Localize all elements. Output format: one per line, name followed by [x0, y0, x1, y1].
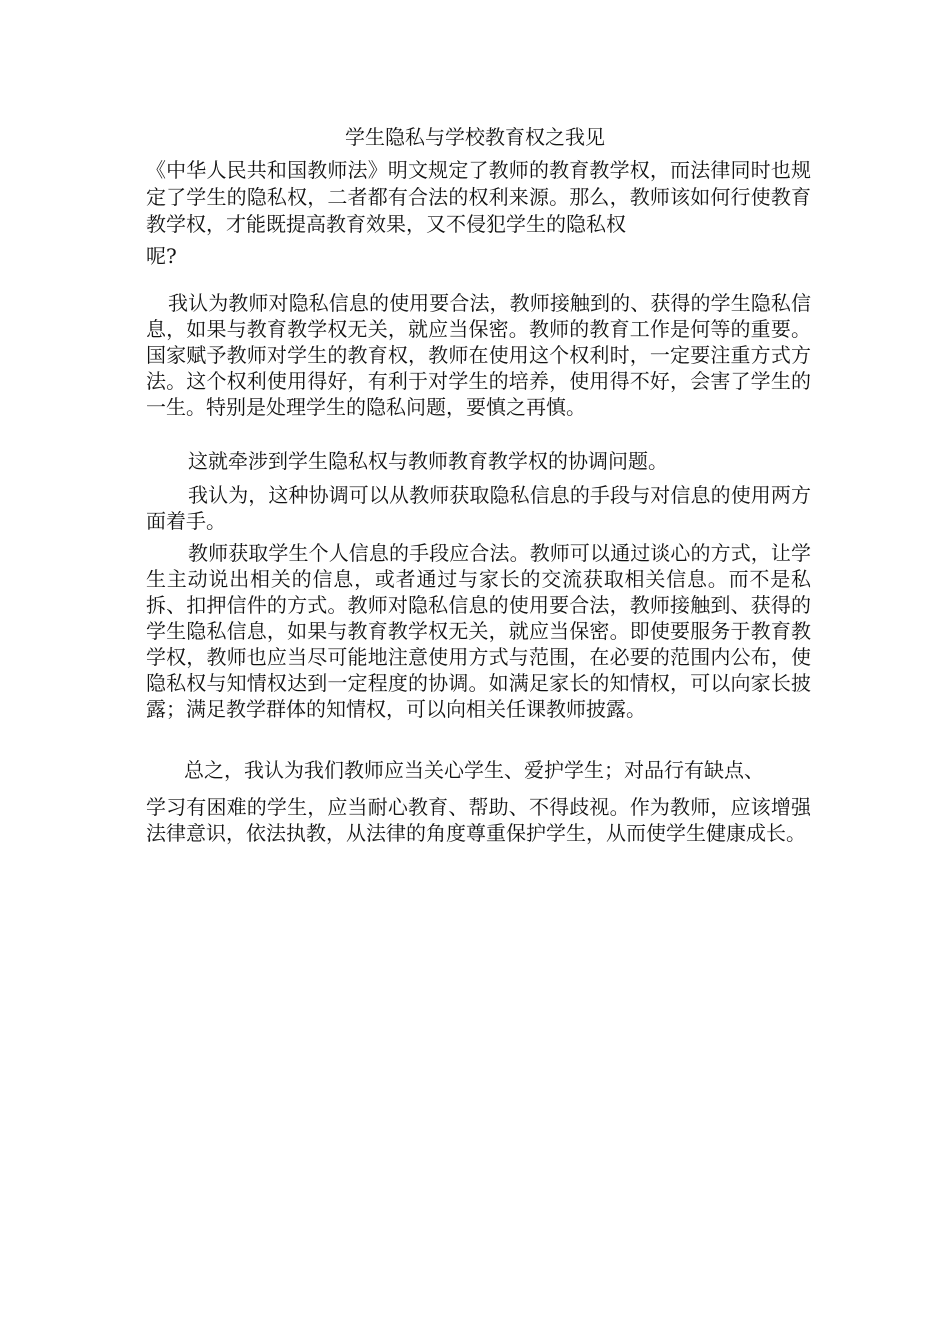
- paragraph-5: 教师获取学生个人信息的手段应合法。教师可以通过谈心的方式，让学生主动说出相关的信息，或者通过与家长的交流获取相关信息。而不是私拆、扣押信件的方式。教师对隐私信息的使用要合法，教师接触到、获得的学生隐私信息，如果与教育教学权无关，就应当保密。即使要服务于教育教学权，教师也应当尽可能地注意使用方式与范围，在必要的范围内公布，使隐私权与知情权达到一定程度的协调。如满足家长的知情权，可以向家长披露；满足教学群体的知情权，可以向相关任课教师披露。: [146, 541, 811, 721]
- paragraph-6: 学习有困难的学生，应当耐心教育、帮助、不得歧视。作为教师，应该增强法律意识，依法执教，从法律的角度尊重保护学生，从而使学生健康成长。: [146, 795, 811, 845]
- paragraph-4: 我认为，这种协调可以从教师获取隐私信息的手段与对信息的使用两方面着手。: [146, 483, 811, 533]
- paragraph-1: 《中华人民共和国教师法》明文规定了教师的教育教学权，而法律同时也规定了学生的隐私权，二者都有合法的权利来源。那么，教师该如何行使教育教学权，才能既提高教育效果，又不侵犯学生的隐私权: [146, 158, 811, 236]
- paragraph-2: 我认为教师对隐私信息的使用要合法，教师接触到的、获得的学生隐私信息，如果与教育教学权无关，就应当保密。教师的教育工作是何等的重要。国家赋予教师对学生的教育权，教师在使用这个权利时，一定要注重方式方法。这个权利使用得好，有利于对学生的培养，使用得不好，会害了学生的一生。特别是处理学生的隐私问题，要慎之再慎。: [146, 291, 811, 419]
- document-title: 学生隐私与学校教育权之我见: [345, 125, 605, 149]
- paragraph-3: 这就牵涉到学生隐私权与教师教育教学权的协调问题。: [188, 449, 668, 473]
- paragraph-6-first-line: 总之，我认为我们教师应当关心学生、爱护学生；对品行有缺点、: [184, 758, 764, 782]
- paragraph-1-end: 呢?: [146, 244, 177, 268]
